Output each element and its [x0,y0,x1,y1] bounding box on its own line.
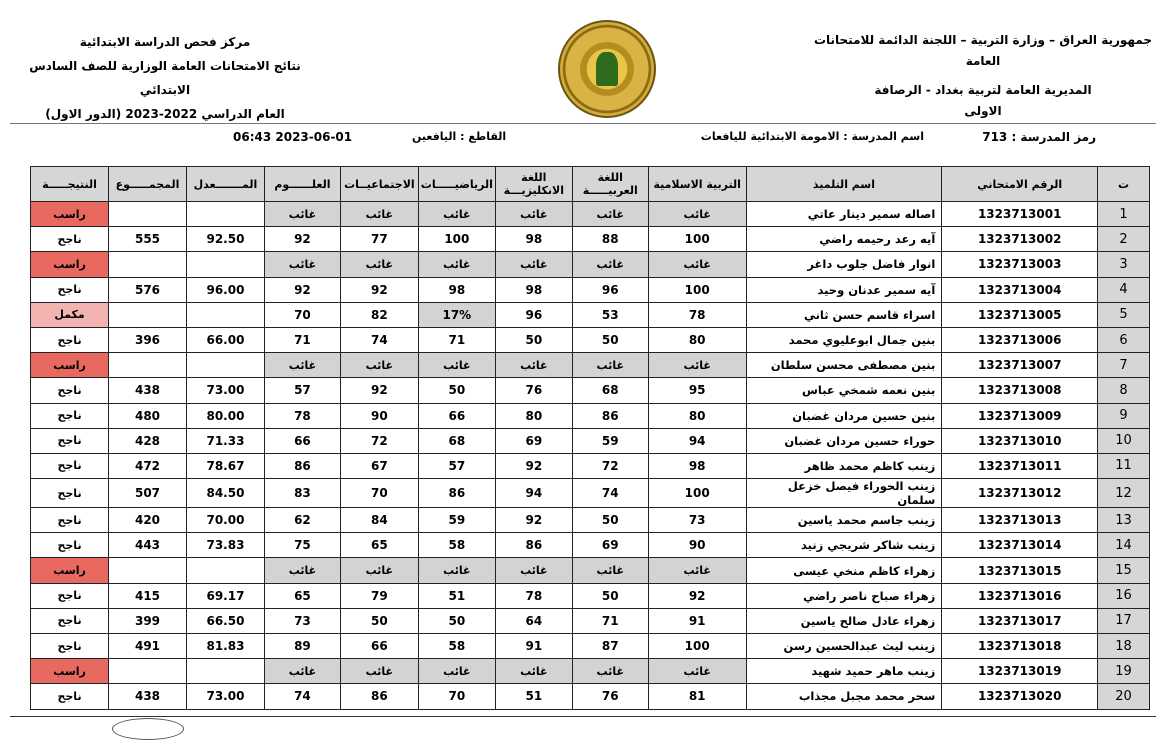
exam-number-cell: 1323713014 [942,533,1098,558]
grade-cell: 92 [264,277,340,302]
grade-cell: 84 [340,508,418,533]
grade-cell: غائب [495,558,572,583]
header-left [10,30,320,126]
student-name-cell: زهراء عادل صالح ياسين [746,608,942,633]
grade-cell: 76 [572,684,648,709]
average-cell [187,252,265,277]
column-header: التربية الاسلامية [648,167,746,202]
student-name-cell: آيه سمير عدنان وحيد [746,277,942,302]
grade-cell: 70 [264,302,340,327]
grade-cell: 71 [418,327,495,352]
seq-cell: 2 [1098,227,1150,252]
grade-cell: 89 [264,634,340,659]
grade-cell: 100 [648,277,746,302]
grade-cell: 72 [340,428,418,453]
exam-number-cell: 1323713011 [942,453,1098,478]
grade-cell: 90 [340,403,418,428]
grade-cell: 96 [572,277,648,302]
result-cell: ناجح [31,508,109,533]
grade-cell: 92 [495,453,572,478]
table-row [31,558,1150,583]
grade-cell: 58 [418,634,495,659]
grade-cell: 86 [340,684,418,709]
student-name-cell: زينب الحوراء فيصل خزعل سلمان [746,479,942,508]
average-cell [187,558,265,583]
total-cell: 415 [109,583,187,608]
footer-divider [10,716,1156,717]
table-row [31,227,1150,252]
grade-cell: 65 [264,583,340,608]
exam-number-cell: 1323713005 [942,302,1098,327]
grade-cell: 92 [648,583,746,608]
grade-cell: غائب [495,202,572,227]
grade-cell: غائب [264,353,340,378]
total-cell: 438 [109,684,187,709]
seq-cell: 15 [1098,558,1150,583]
average-cell: 81.83 [187,634,265,659]
average-cell: 69.17 [187,583,265,608]
total-cell: 443 [109,533,187,558]
column-header: ت [1098,167,1150,202]
print-datetime: 06:43 2023-06-01 [233,130,353,144]
total-cell: 472 [109,453,187,478]
table-row [31,453,1150,478]
student-name-cell: زينب جاسم محمد ياسين [746,508,942,533]
grade-cell: 100 [418,227,495,252]
seq-cell: 16 [1098,583,1150,608]
grade-cell: غائب [264,558,340,583]
grade-cell: 95 [648,378,746,403]
average-cell: 84.50 [187,479,265,508]
grade-cell: غائب [418,659,495,684]
exam-number-cell: 1323713020 [942,684,1098,709]
average-cell: 73.00 [187,378,265,403]
sector: القاطع : اليافعين [412,130,507,143]
grade-cell: 59 [418,508,495,533]
exam-number-cell: 1323713018 [942,634,1098,659]
seq-cell: 18 [1098,634,1150,659]
grade-cell: غائب [340,202,418,227]
grade-cell: 50 [495,327,572,352]
grade-cell: 100 [648,227,746,252]
result-cell: ناجح [31,634,109,659]
result-cell: ناجح [31,608,109,633]
grade-cell: 96 [495,302,572,327]
student-name-cell: اصاله سمير دينار عاتي [746,202,942,227]
total-cell: 428 [109,428,187,453]
grade-cell: 80 [495,403,572,428]
grade-cell: غائب [572,659,648,684]
grade-cell: 94 [495,479,572,508]
grade-cell: 98 [648,453,746,478]
table-row [31,659,1150,684]
grade-cell: غائب [495,353,572,378]
grade-cell: 75 [264,533,340,558]
table-row [31,252,1150,277]
grade-cell: 91 [495,634,572,659]
column-header: اسم التلميذ [746,167,942,202]
student-name-cell: آيه رعد رحيمه راضي [746,227,942,252]
school-code: رمز المدرسة : 713 [982,130,1096,144]
average-cell [187,353,265,378]
result-cell: راسب [31,252,109,277]
palm-tree-icon [596,52,618,86]
grade-cell: 50 [418,378,495,403]
result-cell: ناجح [31,479,109,508]
grade-cell: غائب [340,353,418,378]
student-name-cell: بنين مصطفى محسن سلطان [746,353,942,378]
grade-cell: 57 [264,378,340,403]
header-right [800,30,1166,122]
average-cell [187,202,265,227]
grade-cell: 74 [264,684,340,709]
grade-cell: 92 [340,378,418,403]
grade-cell: غائب [648,202,746,227]
exam-number-cell: 1323713019 [942,659,1098,684]
column-header: الاجتماعيــات [340,167,418,202]
grade-cell: 81 [648,684,746,709]
grade-cell: 53 [572,302,648,327]
column-header: الرقم الامتحاني [942,167,1098,202]
student-name-cell: سحر محمد مجبل مجذاب [746,684,942,709]
column-header: اللغة العربيـــــة [572,167,648,202]
student-name-cell: زينب كاظم محمد ظاهر [746,453,942,478]
total-cell: 399 [109,608,187,633]
table-row [31,202,1150,227]
seq-cell: 9 [1098,403,1150,428]
exam-number-cell: 1323713003 [942,252,1098,277]
seq-cell: 14 [1098,533,1150,558]
directorate-sub: الاولى [964,104,1002,118]
table-row [31,583,1150,608]
grade-cell: غائب [418,558,495,583]
grade-cell: غائب [340,558,418,583]
exam-number-cell: 1323713006 [942,327,1098,352]
student-name-cell: بنين نعمه شمخي عباس [746,378,942,403]
total-cell [109,252,187,277]
average-cell: 70.00 [187,508,265,533]
student-name-cell: اسراء قاسم حسن ثاني [746,302,942,327]
grade-cell: 71 [572,608,648,633]
grade-cell: غائب [264,202,340,227]
ministry-line: جمهورية العراق – وزارة التربية – اللجنة الدائمة للامتحانات العامة [813,33,1153,68]
grade-cell: 71 [264,327,340,352]
table-row [31,608,1150,633]
grade-cell: 69 [572,533,648,558]
average-cell: 92.50 [187,227,265,252]
grade-cell: غائب [572,353,648,378]
average-cell: 80.00 [187,403,265,428]
column-header: النتيجـــــة [31,167,109,202]
seq-cell: 10 [1098,428,1150,453]
grade-cell: 82 [340,302,418,327]
grade-cell: 86 [418,479,495,508]
grade-cell: 100 [648,479,746,508]
column-header: الرياضيـــــات [418,167,495,202]
grade-cell: 59 [572,428,648,453]
table-row [31,533,1150,558]
total-cell [109,353,187,378]
grade-cell: 80 [648,327,746,352]
grade-cell: غائب [340,252,418,277]
average-cell [187,659,265,684]
seq-cell: 1 [1098,202,1150,227]
result-cell: ناجح [31,583,109,608]
academic-year: العام الدراسي 2022-2023 (الدور الاول) [45,107,285,121]
grade-cell: 73 [648,508,746,533]
grade-cell: 98 [418,277,495,302]
result-cell: راسب [31,558,109,583]
grade-cell: 62 [264,508,340,533]
grade-cell: 73 [264,608,340,633]
grade-cell: 83 [264,479,340,508]
result-cell: ناجح [31,533,109,558]
total-cell: 576 [109,277,187,302]
exam-number-cell: 1323713017 [942,608,1098,633]
grade-cell: 51 [418,583,495,608]
grade-cell: 86 [264,453,340,478]
grade-cell: غائب [648,353,746,378]
divider [10,123,1156,124]
grade-cell: 90 [648,533,746,558]
grade-cell: 70 [340,479,418,508]
grade-cell: 66 [418,403,495,428]
grade-cell: غائب [572,202,648,227]
grade-cell: 57 [418,453,495,478]
grade-cell: غائب [648,659,746,684]
table-row [31,479,1150,508]
column-header: المـــــــعدل [187,167,265,202]
grade-cell: غائب [648,252,746,277]
grade-cell: 98 [495,227,572,252]
grade-cell: 98 [495,277,572,302]
total-cell: 480 [109,403,187,428]
result-cell: راسب [31,659,109,684]
grade-cell: 100 [648,634,746,659]
result-cell: ناجح [31,403,109,428]
grade-cell: 50 [418,608,495,633]
result-cell: ناجح [31,378,109,403]
grade-cell: 78 [648,302,746,327]
exam-number-cell: 1323713001 [942,202,1098,227]
exam-number-cell: 1323713008 [942,378,1098,403]
result-cell: ناجح [31,327,109,352]
school-name: اسم المدرسة : الامومة الابتدائية لليافعات [700,130,924,143]
exam-number-cell: 1323713012 [942,479,1098,508]
student-name-cell: زهراء صباح ناصر راضي [746,583,942,608]
seq-cell: 19 [1098,659,1150,684]
results-table [30,166,1150,710]
table-row [31,327,1150,352]
total-cell: 491 [109,634,187,659]
average-cell [187,302,265,327]
grade-cell: 65 [340,533,418,558]
grade-cell: غائب [418,202,495,227]
average-cell: 66.50 [187,608,265,633]
student-name-cell: انوار فاضل جلوب داغر [746,252,942,277]
student-name-cell: زينب شاكر شريجي زنيد [746,533,942,558]
student-name-cell: بنين حسين مردان غضبان [746,403,942,428]
grade-cell: 64 [495,608,572,633]
grade-cell: 78 [495,583,572,608]
table-row [31,353,1150,378]
table-row [31,428,1150,453]
table-row [31,403,1150,428]
grade-cell: 80 [648,403,746,428]
total-cell [109,659,187,684]
grade-cell: 91 [648,608,746,633]
grade-cell: 68 [572,378,648,403]
column-header: العلــــــوم [264,167,340,202]
result-cell: ناجح [31,684,109,709]
column-header: اللغة الانكليزيـــة [495,167,572,202]
grade-cell: 50 [572,508,648,533]
table-row [31,508,1150,533]
seq-cell: 6 [1098,327,1150,352]
center-name: مركز فحص الدراسة الابتدائية [79,35,251,49]
grade-cell: 92 [264,227,340,252]
table-row [31,684,1150,709]
exam-number-cell: 1323713004 [942,277,1098,302]
student-name-cell: زينب ليث عبدالحسين رسن [746,634,942,659]
seq-cell: 12 [1098,479,1150,508]
average-cell: 73.00 [187,684,265,709]
grade-cell: 50 [572,327,648,352]
grade-cell: غائب [648,558,746,583]
grade-cell: 68 [418,428,495,453]
grade-cell: 86 [572,403,648,428]
total-cell [109,202,187,227]
grade-cell: 92 [495,508,572,533]
table-row [31,302,1150,327]
grade-cell: غائب [264,659,340,684]
ministry-logo [558,20,656,118]
grade-cell: 70 [418,684,495,709]
result-cell: ناجح [31,453,109,478]
seq-cell: 3 [1098,252,1150,277]
student-name-cell: زهراء كاظم منخي عيسى [746,558,942,583]
student-name-cell: زينب ماهر حميد شهيد [746,659,942,684]
average-cell: 66.00 [187,327,265,352]
grade-cell: غائب [418,252,495,277]
grade-cell: 17% [418,302,495,327]
grade-cell: 58 [418,533,495,558]
grade-cell: 86 [495,533,572,558]
total-cell: 555 [109,227,187,252]
grade-cell: 94 [648,428,746,453]
seq-cell: 5 [1098,302,1150,327]
directorate: المديرية العامة لتربية بغداد - الرصافة [874,83,1092,97]
result-cell: راسب [31,202,109,227]
grade-cell: 74 [572,479,648,508]
average-cell: 73.83 [187,533,265,558]
grade-cell: 77 [340,227,418,252]
seq-cell: 20 [1098,684,1150,709]
grade-cell: 78 [264,403,340,428]
grade-cell: غائب [418,353,495,378]
student-name-cell: بنين جمال ابوعليوي محمد [746,327,942,352]
exam-number-cell: 1323713009 [942,403,1098,428]
table-row [31,634,1150,659]
grade-cell: غائب [572,252,648,277]
grade-cell: 50 [572,583,648,608]
total-cell [109,302,187,327]
stamp [112,718,184,740]
result-cell: ناجح [31,428,109,453]
table-row [31,378,1150,403]
grade-cell: 72 [572,453,648,478]
exam-number-cell: 1323713015 [942,558,1098,583]
average-cell: 71.33 [187,428,265,453]
seq-cell: 11 [1098,453,1150,478]
exam-number-cell: 1323713016 [942,583,1098,608]
exam-number-cell: 1323713002 [942,227,1098,252]
grade-cell: 66 [340,634,418,659]
result-cell: ناجح [31,227,109,252]
grade-cell: 74 [340,327,418,352]
total-cell: 507 [109,479,187,508]
grade-cell: 92 [340,277,418,302]
grade-cell: 76 [495,378,572,403]
exam-number-cell: 1323713007 [942,353,1098,378]
grade-cell: 50 [340,608,418,633]
grade-cell: 51 [495,684,572,709]
seq-cell: 8 [1098,378,1150,403]
average-cell: 96.00 [187,277,265,302]
grade-cell: غائب [495,252,572,277]
average-cell: 78.67 [187,453,265,478]
table-row [31,277,1150,302]
exam-number-cell: 1323713013 [942,508,1098,533]
total-cell: 396 [109,327,187,352]
exam-number-cell: 1323713010 [942,428,1098,453]
grade-cell: 69 [495,428,572,453]
result-cell: راسب [31,353,109,378]
total-cell [109,558,187,583]
seq-cell: 13 [1098,508,1150,533]
grade-cell: غائب [495,659,572,684]
grade-cell: غائب [572,558,648,583]
total-cell: 438 [109,378,187,403]
grade-cell: 87 [572,634,648,659]
seq-cell: 17 [1098,608,1150,633]
seq-cell: 7 [1098,353,1150,378]
student-name-cell: حوراء حسين مردان غضبان [746,428,942,453]
result-cell: ناجح [31,277,109,302]
grade-cell: 67 [340,453,418,478]
grade-cell: 88 [572,227,648,252]
grade-cell: 79 [340,583,418,608]
grade-cell: 66 [264,428,340,453]
result-cell: مكمل [31,302,109,327]
grade-cell: غائب [340,659,418,684]
seq-cell: 4 [1098,277,1150,302]
column-header: المجمـــــوع [109,167,187,202]
results-title: نتائج الامتحانات العامة الوزارية للصف السادس الابتدائي [29,59,301,97]
grade-cell: غائب [264,252,340,277]
total-cell: 420 [109,508,187,533]
